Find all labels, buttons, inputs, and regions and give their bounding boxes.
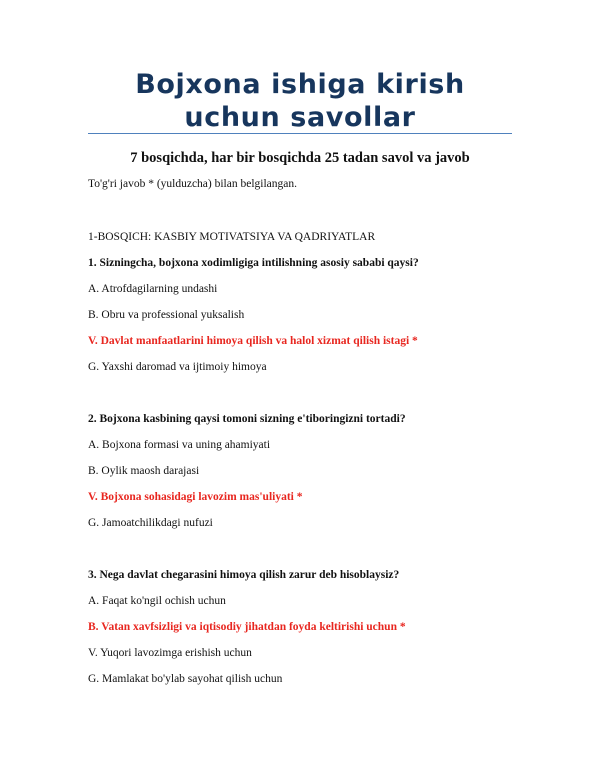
question-2-option-b: B. Oylik maosh darajasi	[88, 465, 200, 477]
question-3-option-g: G. Mamlakat bo'ylab sayohat qilish uchun	[88, 673, 283, 685]
document-title: Bojxona ishiga kirish uchun savollar	[135, 69, 465, 133]
question-2-option-g: G. Jamoatchilikdagi nufuzi	[88, 517, 213, 529]
question-3-option-b-correct: B. Vatan xavfsizligi va iqtisodiy jihatdan foyda keltirishi uchun *	[88, 621, 406, 633]
question-3-option-v: V. Yuqori lavozimga erishish uchun	[88, 647, 252, 659]
document-subtitle: 7 bosqichda, har bir bosqichda 25 tadan savol va javob	[130, 150, 470, 166]
question-3: 3. Nega davlat chegarasini himoya qilish zarur deb hisoblaysiz?	[88, 569, 400, 581]
question-2: 2. Bojxona kasbining qaysi tomoni sizning e'tiboringizni tortadi?	[88, 413, 406, 425]
question-1-option-a: A. Atrofdagilarning undashi	[88, 283, 218, 295]
question-3-option-a: A. Faqat ko'ngil ochish uchun	[88, 595, 226, 607]
question-1-option-b: B. Obru va professional yuksalish	[88, 309, 245, 321]
answer-note: To'g'ri javob * (yulduzcha) bilan belgilangan.	[88, 178, 297, 190]
title-divider	[88, 133, 512, 134]
question-1-option-g: G. Yaxshi daromad va ijtimoiy himoya	[88, 361, 267, 373]
question-1: 1. Sizningcha, bojxona xodimligiga intilishning asosiy sababi qaysi?	[88, 257, 419, 269]
question-1-option-v-correct: V. Davlat manfaatlarini himoya qilish va halol xizmat qilish istagi *	[88, 335, 418, 347]
question-2-option-v-correct: V. Bojxona sohasidagi lavozim mas'uliyati *	[88, 491, 303, 503]
section-heading: 1-BOSQICH: KASBIY MOTIVATSIYA VA QADRIYATLAR	[88, 231, 376, 243]
question-2-option-a: A. Bojxona formasi va uning ahamiyati	[88, 439, 271, 451]
